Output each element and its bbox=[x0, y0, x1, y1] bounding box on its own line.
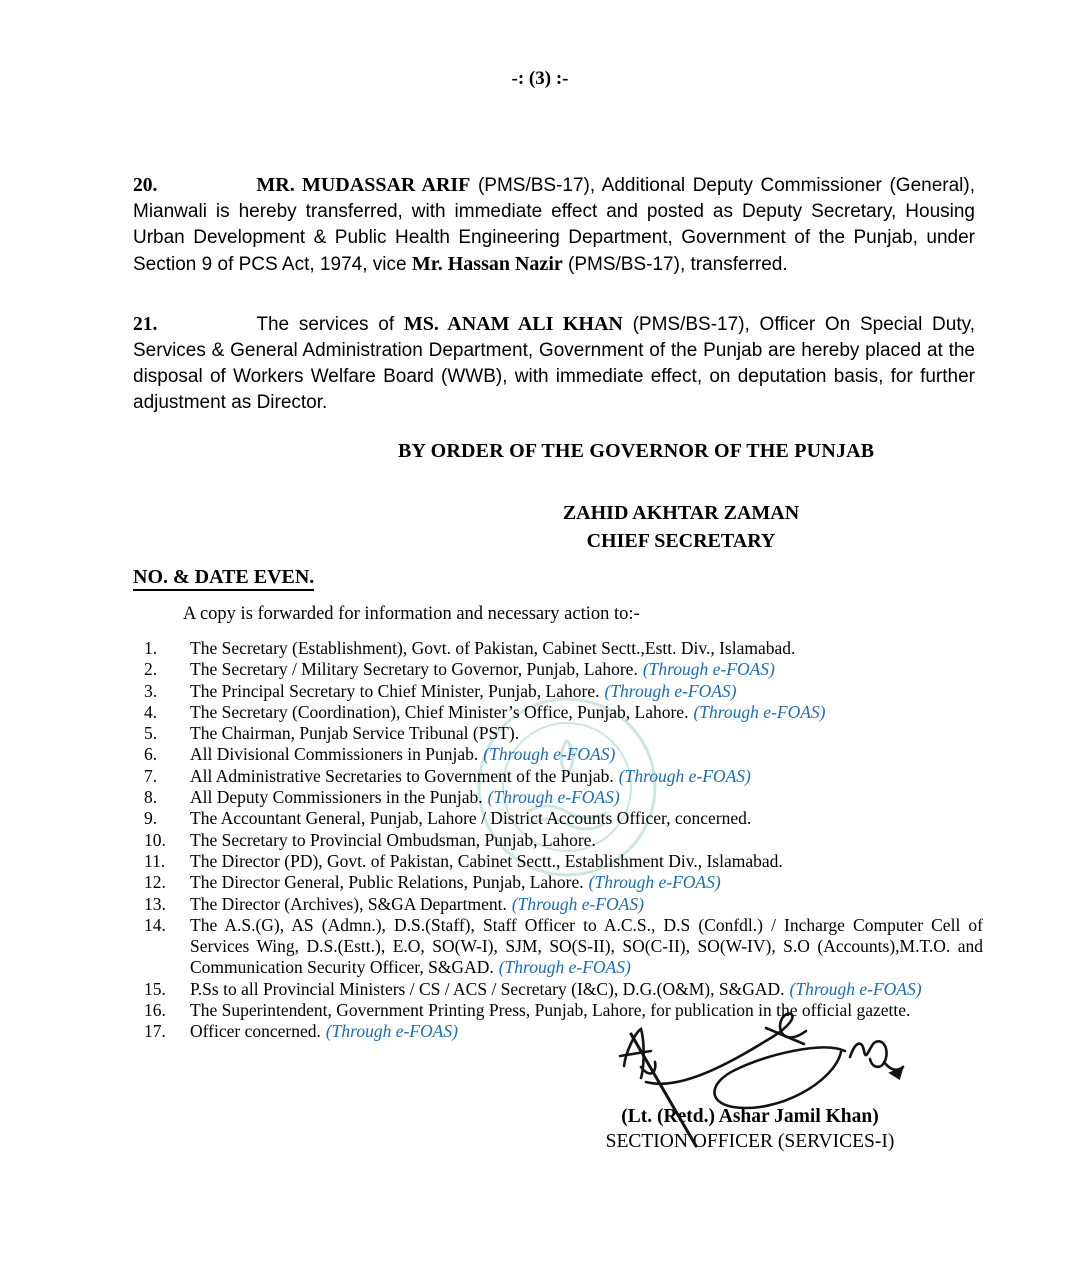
item-text bbox=[190, 830, 983, 851]
no-and-date-heading bbox=[133, 566, 314, 589]
item-text bbox=[190, 638, 983, 659]
list-item bbox=[133, 979, 983, 1000]
officer-name-hassan-nazir: Mr. Hassan Nazir bbox=[411, 253, 563, 275]
list-item bbox=[133, 1021, 983, 1042]
list-item bbox=[133, 702, 983, 723]
item-body: The Director General, Public Relations, Punjab, Lahore. bbox=[190, 872, 584, 893]
item-body: The Superintendent, Government Printing Press, Punjab, Lahore, for publication in the official gazette. bbox=[190, 1000, 911, 1021]
distribution-list bbox=[133, 638, 983, 1043]
item-text bbox=[190, 681, 983, 702]
item-number: 5. bbox=[144, 723, 158, 744]
paragraph-21-body: (PMS/BS-17), Officer On Special Duty, Services & General Administration Department, Government of the Punjab are hereby placed at the disposal of Workers Welfare Board (WWB), with immediate effect, on deputation basis, for further adjustment as Director. bbox=[133, 314, 975, 413]
item-text bbox=[190, 872, 983, 893]
item-body: The Accountant General, Punjab, Lahore / District Accounts Officer, concerned. bbox=[190, 808, 752, 829]
item-body: P.Ss to all Provincial Ministers / CS / ACS / Secretary (I&C), D.G.(O&M), S&GAD. bbox=[190, 978, 785, 999]
signatory-block bbox=[420, 499, 942, 555]
item-number: 6. bbox=[144, 744, 158, 765]
item-number: 16. bbox=[144, 1000, 166, 1021]
item-number: 17. bbox=[144, 1021, 166, 1042]
item-body: All Deputy Commissioners in the Punjab. bbox=[190, 787, 483, 808]
through-efoas-tag: (Through e-FOAS) bbox=[511, 893, 644, 914]
list-item bbox=[133, 766, 983, 787]
item-text bbox=[190, 915, 983, 979]
signing-officer-title: SECTION OFFICER (SERVICES-I) bbox=[605, 1131, 895, 1152]
list-item bbox=[133, 851, 983, 872]
officer-name-anam-ali-khan: MS. ANAM ALI KHAN bbox=[403, 313, 623, 335]
signatory-name: ZAHID AKHTAR ZAMAN bbox=[562, 502, 800, 524]
item-text bbox=[190, 702, 983, 723]
paragraph-21 bbox=[133, 311, 975, 416]
through-efoas-tag: (Through e-FOAS) bbox=[588, 872, 721, 893]
through-efoas-tag: (Through e-FOAS) bbox=[498, 957, 631, 978]
signatory-title: CHIEF SECRETARY bbox=[586, 530, 776, 552]
item-number: 14. bbox=[144, 914, 166, 935]
item-text bbox=[190, 787, 983, 808]
item-body: The Director (Archives), S&GA Department. bbox=[190, 893, 507, 914]
item-number: 7. bbox=[144, 765, 158, 786]
list-item bbox=[133, 915, 983, 979]
item-number: 2. bbox=[144, 659, 158, 680]
through-efoas-tag: (Through e-FOAS) bbox=[487, 787, 620, 808]
through-efoas-tag: (Through e-FOAS) bbox=[693, 701, 826, 722]
signing-officer-block bbox=[540, 1104, 960, 1154]
item-body: The Secretary (Coordination), Chief Minister’s Office, Punjab, Lahore. bbox=[190, 701, 689, 722]
item-number: 12. bbox=[144, 872, 166, 893]
paragraph-20 bbox=[133, 172, 975, 278]
item-body: All Administrative Secretaries to Government of the Punjab. bbox=[190, 765, 614, 786]
item-body: The Principal Secretary to Chief Minister, Punjab, Lahore. bbox=[190, 680, 600, 701]
item-number: 1. bbox=[144, 638, 158, 658]
copy-forwarded-line: A copy is forwarded for information and necessary action to:- bbox=[183, 604, 640, 624]
item-text bbox=[190, 979, 983, 1000]
page-number: -: (3) :- bbox=[511, 68, 569, 89]
item-body: The Chairman, Punjab Service Tribunal (PST). bbox=[190, 723, 520, 744]
item-body: The Director (PD), Govt. of Pakistan, Cabinet Sectt., Establishment Div., Islamabad. bbox=[190, 850, 783, 871]
item-text bbox=[190, 659, 983, 680]
item-text bbox=[190, 1000, 983, 1021]
list-item bbox=[133, 744, 983, 765]
through-efoas-tag: (Through e-FOAS) bbox=[618, 765, 751, 786]
item-text bbox=[190, 851, 983, 872]
list-item bbox=[133, 872, 983, 893]
item-number: 11. bbox=[144, 850, 166, 871]
item-body: Officer concerned. bbox=[190, 1021, 321, 1042]
paragraph-21-number: 21. bbox=[133, 314, 158, 335]
item-number: 3. bbox=[144, 680, 158, 701]
paragraph-21-lead: The services of bbox=[256, 314, 404, 335]
list-item bbox=[133, 638, 983, 659]
list-item bbox=[133, 787, 983, 808]
list-item bbox=[133, 894, 983, 915]
list-item bbox=[133, 1000, 983, 1021]
list-item bbox=[133, 830, 983, 851]
item-number: 10. bbox=[144, 829, 166, 850]
item-text bbox=[190, 894, 983, 915]
officer-name-mudassar-arif: MR. MUDASSAR ARIF bbox=[256, 174, 471, 196]
through-efoas-tag: (Through e-FOAS) bbox=[325, 1021, 458, 1042]
through-efoas-tag: (Through e-FOAS) bbox=[483, 744, 616, 765]
item-number: 13. bbox=[144, 893, 166, 914]
item-body: All Divisional Commissioners in Punjab. bbox=[190, 744, 479, 765]
list-item bbox=[133, 659, 983, 680]
list-item bbox=[133, 681, 983, 702]
item-text bbox=[190, 1021, 983, 1042]
signing-officer-name: (Lt. (Retd.) Ashar Jamil Khan) bbox=[621, 1106, 879, 1127]
paragraph-20-body-end: (PMS/BS-17), transferred. bbox=[562, 254, 788, 275]
paragraph-20-body: (PMS/BS-17), Additional Deputy Commissioner (General), Mianwali is hereby transferred, with immediate effect and posted as Deputy Secretary, Housing Urban Development & Public Health Engineering Department, Government of the Punjab, under Section 9 of PCS Act, 1974, vice bbox=[133, 175, 975, 275]
no-and-date-text: NO. & DATE EVEN. bbox=[133, 566, 314, 591]
item-number: 15. bbox=[144, 978, 166, 999]
list-item bbox=[133, 808, 983, 829]
through-efoas-tag: (Through e-FOAS) bbox=[642, 659, 775, 680]
item-body: The Secretary to Provincial Ombudsman, Punjab, Lahore. bbox=[190, 829, 596, 850]
through-efoas-tag: (Through e-FOAS) bbox=[604, 680, 737, 701]
item-body: The Secretary / Military Secretary to Governor, Punjab, Lahore. bbox=[190, 659, 638, 680]
list-item bbox=[133, 723, 983, 744]
item-text bbox=[190, 766, 983, 787]
item-text bbox=[190, 723, 983, 744]
item-body: The A.S.(G), AS (Admn.), D.S.(Staff), Staff Officer to A.C.S., D.S (Confdl.) / Incharge Computer Cell of Services Wing, D.S.(Estt.), E.O, SO(W-I), SJM, SO(S-II), SO(C-II), SO(W-IV), S.O (Accounts),M.T.O. and Communication Security Officer, S&GAD. bbox=[190, 914, 983, 978]
item-number: 8. bbox=[144, 787, 158, 808]
item-body: The Secretary (Establishment), Govt. of Pakistan, Cabinet Sectt.,Estt. Div., Islamabad. bbox=[190, 638, 796, 658]
item-text bbox=[190, 808, 983, 829]
item-text bbox=[190, 744, 983, 765]
paragraph-20-number: 20. bbox=[133, 175, 158, 196]
by-order-heading: BY ORDER OF THE GOVERNOR OF THE PUNJAB bbox=[398, 440, 875, 462]
item-number: 4. bbox=[144, 701, 158, 722]
item-number: 9. bbox=[144, 808, 158, 829]
through-efoas-tag: (Through e-FOAS) bbox=[789, 978, 922, 999]
